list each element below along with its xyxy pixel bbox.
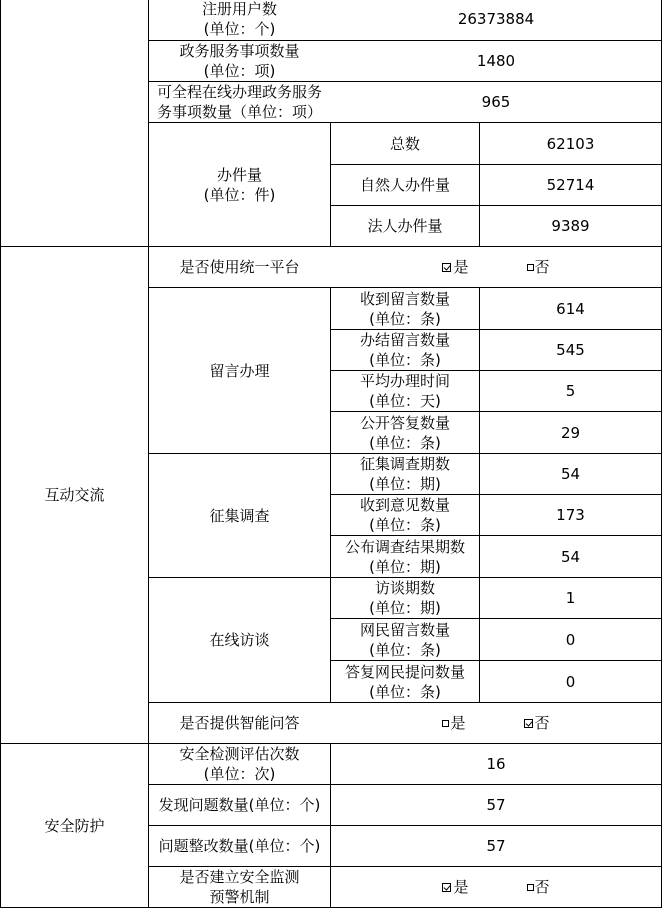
interview-periods-label: 访谈期数 (单位：期) xyxy=(369,579,441,617)
security-warning-no[interactable]: 否 xyxy=(527,877,550,897)
online-items-label: 可全程在线办理政务服务 务事项数量（单位：项） xyxy=(156,83,322,121)
survey-results-label: 公布调查结果期数 (单位：期) xyxy=(344,537,465,576)
checkbox-checked-icon xyxy=(442,263,451,272)
checkbox-empty-icon xyxy=(442,720,449,727)
unified-platform-no[interactable]: 否 xyxy=(527,257,550,277)
unified-platform-options xyxy=(331,247,661,287)
interview-netizen-msgs-value: 0 xyxy=(565,630,576,649)
service-items-value: 1480 xyxy=(476,52,516,70)
security-section-label: 安全防护 xyxy=(44,816,105,835)
messages-avg-time-value: 5 xyxy=(565,382,576,400)
messages-closed-value: 545 xyxy=(556,341,585,359)
survey-results-value: 54 xyxy=(560,547,581,566)
handling-total-value: 62103 xyxy=(546,134,595,153)
messages-label: 留言办理 xyxy=(209,361,270,380)
handling-legal-value: 9389 xyxy=(551,217,590,235)
survey-opinions-value: 173 xyxy=(556,506,585,524)
smart-qa-yes[interactable]: 是 xyxy=(442,713,465,733)
survey-label: 征集调查 xyxy=(209,506,270,525)
security-warning-options xyxy=(331,867,661,907)
smart-qa-options xyxy=(331,703,661,743)
smart-qa-no[interactable]: 否 xyxy=(524,713,550,733)
messages-received-value: 614 xyxy=(556,299,585,318)
messages-closed-label: 办结留言数量 (单位：条) xyxy=(359,331,450,369)
checkbox-empty-icon xyxy=(527,264,534,271)
security-warning-yes[interactable]: 是 xyxy=(442,877,468,897)
security-checks-value: 16 xyxy=(486,755,506,773)
unified-platform-label: 是否使用统一平台 xyxy=(179,258,300,276)
interview-answers-label: 答复网民提问数量 (单位：条) xyxy=(344,662,465,701)
handling-natural-label: 自然人办件量 xyxy=(359,176,450,194)
handling-legal-label: 法人办件量 xyxy=(367,217,443,235)
checkbox-empty-icon xyxy=(527,884,534,891)
security-fixed-value: 57 xyxy=(486,837,506,855)
interview-label: 在线访谈 xyxy=(209,631,270,649)
security-found-label: 发现问题数量(单位：个) xyxy=(158,796,321,814)
interview-periods-value: 1 xyxy=(565,589,576,607)
registered-users-value: 26373884 xyxy=(457,10,535,28)
interview-answers-value: 0 xyxy=(565,672,576,691)
unified-platform-yes[interactable]: 是 xyxy=(442,257,468,277)
handling-label: 办件量 (单位：件) xyxy=(203,165,276,204)
security-checks-label: 安全检测评估次数 (单位：次) xyxy=(179,745,300,783)
interview-netizen-msgs-label: 网民留言数量 (单位：条) xyxy=(359,620,450,659)
messages-avg-time-label: 平均办理时间 (单位：天) xyxy=(359,372,450,410)
messages-public-reply-value: 29 xyxy=(560,423,581,442)
online-items-value: 965 xyxy=(481,93,511,111)
security-warning-label: 是否建立安全监测 预警机制 xyxy=(179,868,300,906)
registered-users-label: 注册用户数 (单位：个) xyxy=(201,0,277,38)
messages-received-label: 收到留言数量 (单位：条) xyxy=(359,289,450,328)
checkbox-checked-icon xyxy=(442,883,451,892)
security-found-value: 57 xyxy=(486,796,506,814)
interaction-section-label: 互动交流 xyxy=(44,486,105,504)
service-items-label: 政务服务事项数量 (单位：项) xyxy=(179,42,300,80)
survey-periods-value: 54 xyxy=(560,465,581,483)
messages-public-reply-label: 公开答复数量 (单位：条) xyxy=(359,413,450,452)
survey-periods-label: 征集调查期数 (单位：期) xyxy=(359,455,450,493)
handling-natural-value: 52714 xyxy=(546,176,595,194)
security-fixed-label: 问题整改数量(单位：个) xyxy=(158,837,321,855)
handling-total-label: 总数 xyxy=(389,134,420,153)
smart-qa-label: 是否提供智能问答 xyxy=(179,714,300,732)
checkbox-checked-icon xyxy=(524,719,533,728)
survey-opinions-label: 收到意见数量 (单位：条) xyxy=(359,496,450,534)
